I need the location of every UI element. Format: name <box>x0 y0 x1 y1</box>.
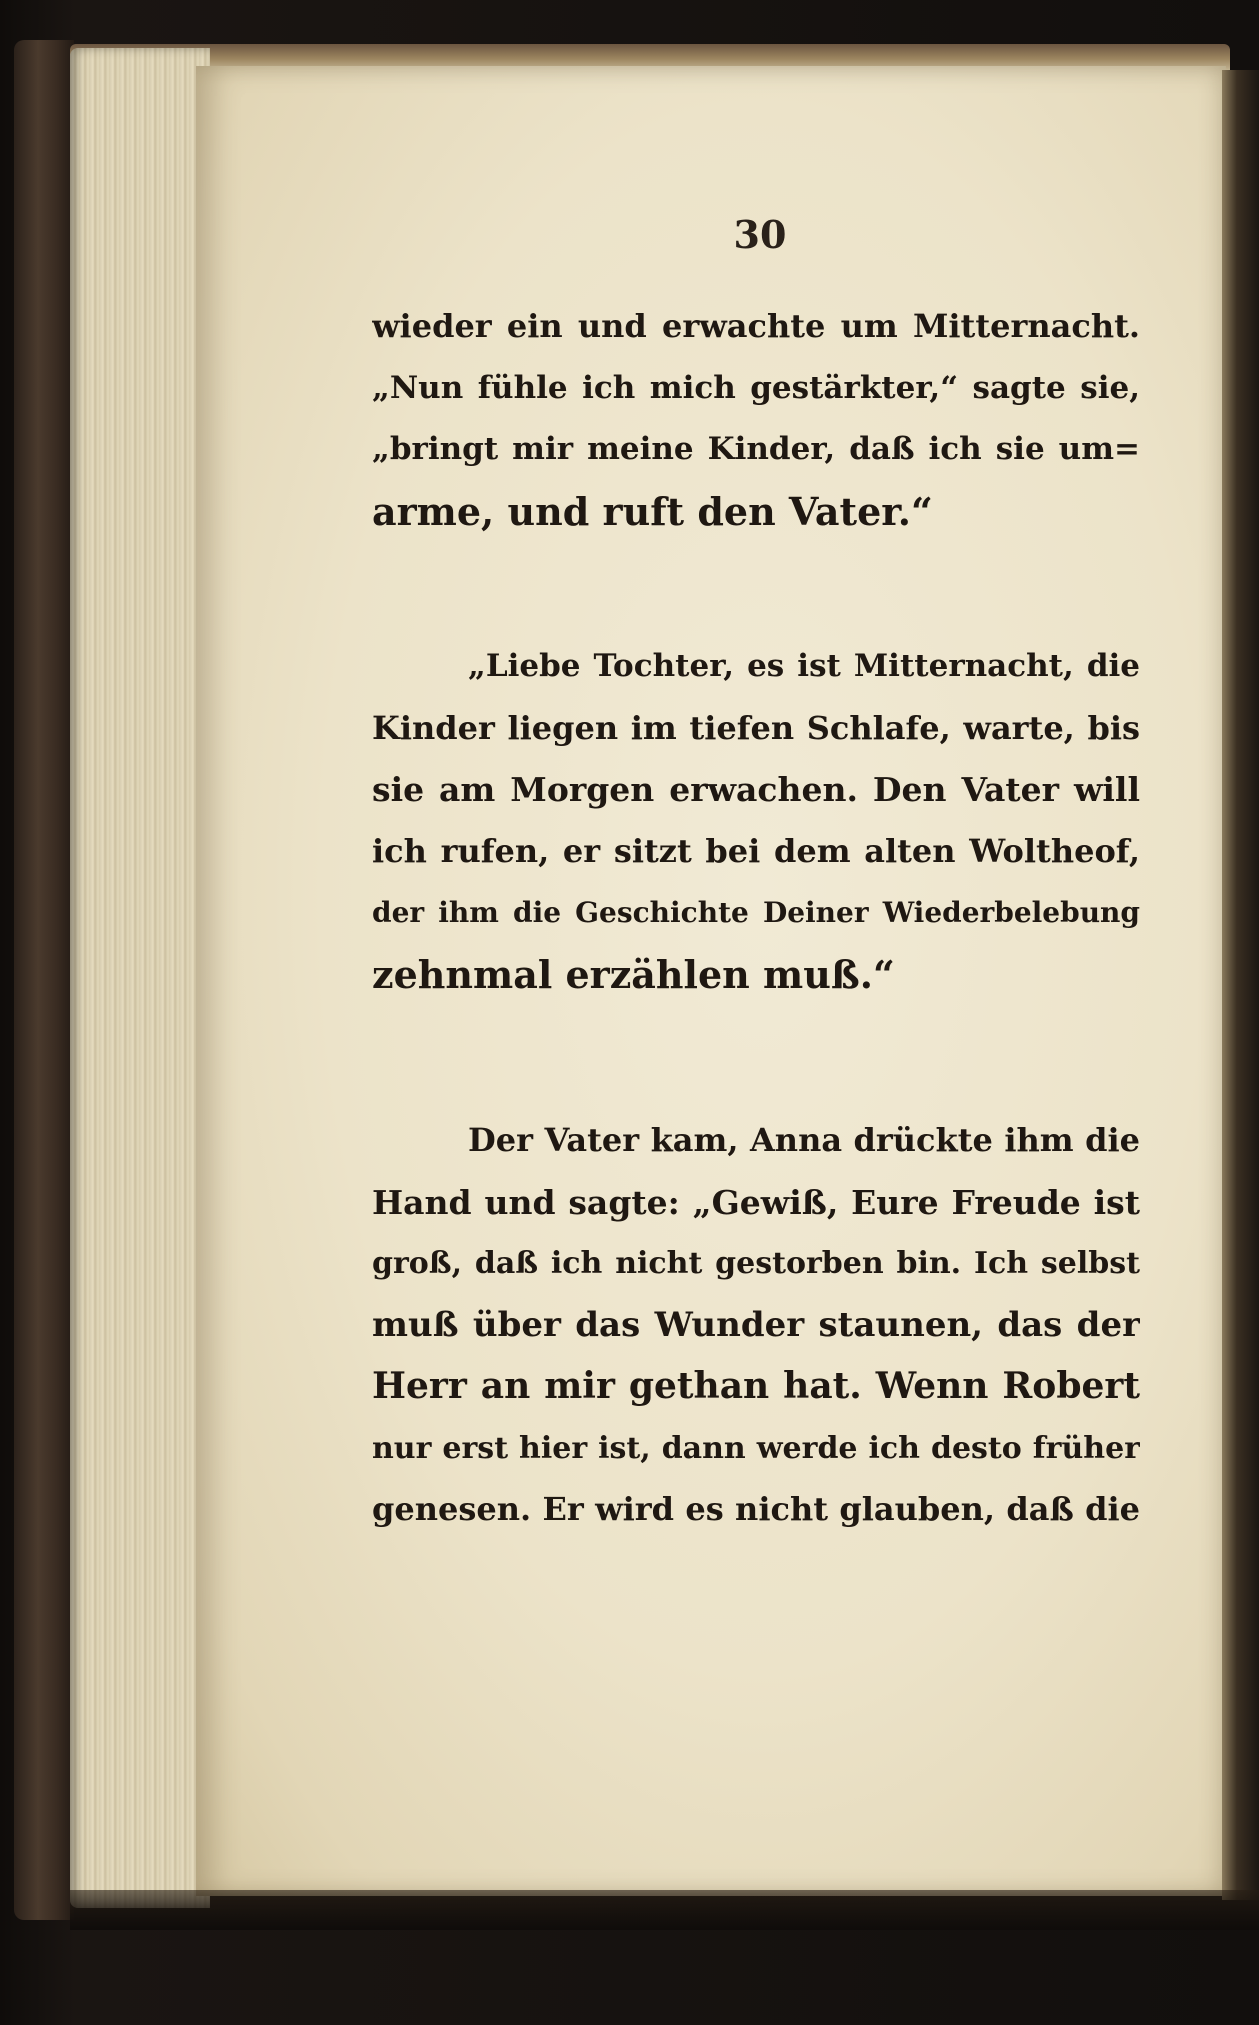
text-line: sie am Morgen erwachen. Den Vater will <box>372 770 1140 809</box>
text-line: „Liebe Tochter, es ist Mitternacht, die <box>468 648 1140 684</box>
text-line: muß über das Wunder staunen, das der <box>372 1304 1140 1345</box>
page-number: 30 <box>733 212 787 257</box>
paragraph-2 <box>372 636 1140 1005</box>
text-line: „Nun fühle ich mich gestärkter,“ sagte sie, <box>372 369 1140 406</box>
paragraph-1 <box>372 296 1140 542</box>
text-line: wieder ein und erwachte um Mitternacht. <box>372 307 1140 345</box>
text-line: arme, und ruft den Vater.“ <box>372 488 933 534</box>
text-line: ich rufen, er sitzt bei dem alten Woltheof, <box>372 831 1140 870</box>
text-line: genesen. Er wird es nicht glauben, daß die <box>372 1490 1140 1528</box>
text-line: Kinder liegen im tiefen Schlafe, warte, bis <box>372 708 1140 747</box>
text-line: „bringt mir meine Kinder, daß ich sie um= <box>372 431 1140 467</box>
bottom-shadow <box>70 1890 1259 1930</box>
book-gutter <box>1222 70 1259 1900</box>
text-line: Der Vater kam, Anna drückte ihm die <box>468 1121 1140 1159</box>
text-line: Herr an mir gethan hat. Wenn Robert <box>372 1365 1140 1407</box>
text-line: zehnmal erzählen muß.“ <box>372 951 895 997</box>
page-stack-edges <box>70 48 210 1908</box>
text-line: der ihm die Geschichte Deiner Wiederbelebung <box>372 896 1140 929</box>
text-line: groß, daß ich nicht gestorben bin. Ich selbst <box>372 1246 1140 1281</box>
text-line: nur erst hier ist, dann werde ich desto früher <box>372 1430 1140 1466</box>
paragraph-3 <box>372 1110 1140 1541</box>
text-line: Hand und sagte: „Gewiß, Eure Freude ist <box>372 1182 1140 1222</box>
book-cover-edge <box>14 40 74 1920</box>
